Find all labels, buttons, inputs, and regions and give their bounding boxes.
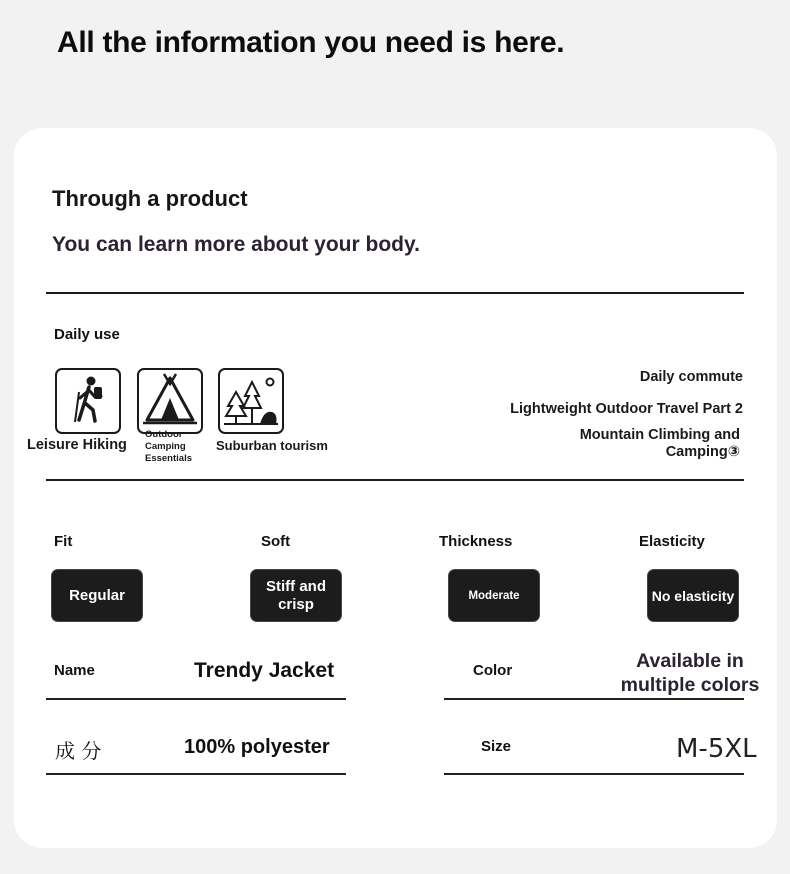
- property-value-fit: Regular: [52, 570, 142, 621]
- use-item: Daily commute: [639, 369, 743, 385]
- divider-size: [444, 773, 744, 775]
- property-value-elasticity: No elasticity: [648, 570, 738, 621]
- name-label: Name: [54, 662, 95, 679]
- icon-label-camping: Outdoor Camping Essentials: [145, 429, 192, 464]
- trees-icon: [218, 368, 284, 434]
- hiking-icon: [55, 368, 121, 434]
- property-label-soft: Soft: [261, 533, 291, 550]
- use-item: Mountain Climbing and Camping③: [579, 427, 740, 460]
- daily-use-label: Daily use: [54, 326, 120, 343]
- icon-label-hiking: Leisure Hiking: [27, 437, 127, 453]
- divider-name: [46, 698, 346, 700]
- property-label-fit: Fit: [54, 533, 73, 550]
- composition-label: 成 分: [55, 739, 102, 763]
- name-value: Trendy Jacket: [194, 659, 335, 682]
- composition-value: 100% polyester: [184, 736, 330, 758]
- icon-label-suburban: Suburban tourism: [216, 438, 328, 453]
- property-label-thickness: Thickness: [439, 533, 513, 550]
- tent-icon: [137, 368, 203, 434]
- color-label: Color: [473, 662, 513, 679]
- property-label-elasticity: Elasticity: [639, 533, 705, 550]
- page-headline: All the information you need is here.: [57, 26, 565, 59]
- color-value: Available in multiple colors: [620, 650, 760, 696]
- divider-composition: [46, 773, 346, 775]
- size-value: M-5XL: [676, 734, 757, 764]
- intro-line-1: Through a product: [52, 186, 248, 211]
- divider-color: [444, 698, 744, 700]
- intro-line-2: You can learn more about your body.: [52, 233, 420, 256]
- divider-top: [46, 292, 744, 294]
- property-value-thickness: Moderate: [449, 570, 539, 621]
- property-value-soft: Stiff and crisp: [251, 570, 341, 621]
- size-label: Size: [481, 738, 512, 755]
- divider-middle: [46, 479, 744, 481]
- use-item: Lightweight Outdoor Travel Part 2: [510, 401, 743, 417]
